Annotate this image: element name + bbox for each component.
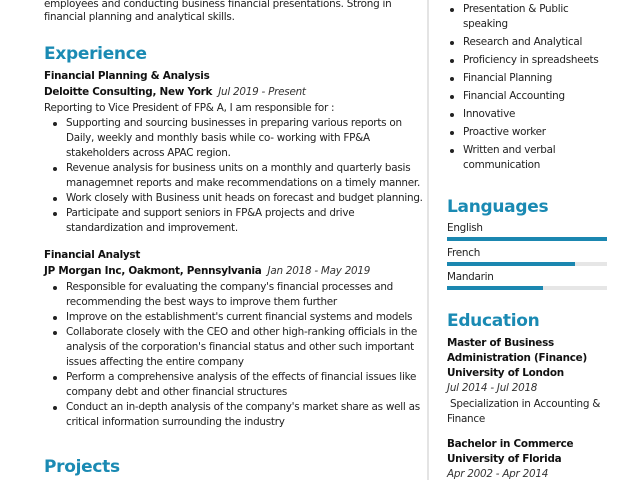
column-divider: [427, 0, 429, 480]
bullet-line: managemnet reports and make recommendations on a timely manner.: [66, 177, 421, 189]
job-company: Deloitte Consulting, New York: [44, 86, 213, 98]
bullet-line: Collaborate closely with the CEO and other high-ranking officials in the: [66, 326, 418, 338]
language-level-fill: [447, 237, 607, 241]
skill-line: Written and verbal: [463, 144, 556, 156]
skill-item: [445, 125, 546, 140]
education-school: University of London: [447, 367, 564, 379]
skill-line: communication: [463, 159, 541, 171]
bullet-line: Work closely with Business unit heads on forecast and budget planning.: [66, 192, 423, 204]
education-degree: Administration (Finance): [447, 352, 587, 364]
education-dates: Jul 2014 - Jul 2018: [447, 382, 538, 394]
bullet-line: recommending the best ways to improve them further: [66, 296, 337, 308]
language-name: French: [447, 246, 481, 259]
bullet-line: Perform a comprehensive analysis of the effects of financial issues like: [66, 371, 417, 383]
skill-line: Financial Planning: [463, 72, 553, 84]
bullet-line: standardization and improvement.: [66, 222, 238, 234]
summary-line: employees and conducting business financial presentations. Strong in: [44, 0, 392, 10]
language-level-fill: [447, 286, 543, 290]
bullet-line: Improve on the establishment's current financial systems and models: [66, 311, 413, 323]
education-degree: Master of Business: [447, 337, 554, 349]
education-note: Specialization in Accounting &: [447, 398, 601, 410]
education-note: Finance: [447, 413, 486, 425]
bullet-line: Revenue analysis for business units on a monthly and quarterly basis: [66, 162, 411, 174]
skill-line: Proactive worker: [463, 126, 546, 138]
summary-line: financial planning and analytical skills.: [44, 11, 235, 23]
skill-line: Research and Analytical: [463, 36, 583, 48]
education-heading: Education: [447, 311, 540, 331]
job-bullet: [48, 206, 354, 236]
bullet-line: Responsible for evaluating the company's financial processes and: [66, 281, 394, 293]
skill-item: [445, 53, 598, 68]
experience-heading: Experience: [44, 44, 147, 64]
education-dates: Apr 2002 - Apr 2014: [447, 468, 549, 480]
job-bullet: [48, 400, 420, 430]
language-level-bar: [447, 237, 607, 241]
job-dates: Jan 2018 - May 2019: [267, 265, 371, 277]
bullet-line: Daily, weekly and monthly basis while co- working with FP&A: [66, 132, 370, 144]
projects-heading: Projects: [44, 457, 120, 477]
skill-item: [445, 89, 565, 104]
bullet-line: Participate and support seniors in FP&A projects and drive: [66, 207, 355, 219]
skill-item: [445, 35, 582, 50]
skill-line: Innovative: [463, 108, 516, 120]
skill-item: [445, 143, 555, 173]
skill-item: [445, 2, 568, 32]
language-name: English: [447, 222, 483, 234]
skill-line: Financial Accounting: [463, 90, 565, 102]
bullet-line: Supporting and sourcing businesses in preparing various reports on: [66, 117, 402, 129]
education-degree: Bachelor in Commerce: [447, 438, 574, 450]
job-company: JP Morgan Inc, Oakmont, Pennsylvania: [44, 265, 262, 277]
language-level-bar: [447, 286, 607, 290]
job-bullet: [48, 116, 402, 161]
language-level-bar: [447, 262, 607, 266]
skill-line: speaking: [463, 18, 508, 30]
job-company-row: [44, 264, 370, 279]
job-intro: Reporting to Vice President of FP& A, I am responsible for :: [44, 102, 335, 114]
bullet-line: critical information surrounding the industry: [66, 416, 285, 428]
skill-line: Presentation & Public: [463, 3, 569, 15]
job-bullet: [48, 370, 416, 400]
bullet-line: company debt and other financial structures: [66, 386, 288, 398]
job-title: Financial Planning & Analysis: [44, 70, 210, 82]
bullet-line: issues affecting the entire company: [66, 356, 244, 368]
education-school: University of Florida: [447, 453, 562, 465]
job-bullet: [48, 280, 393, 310]
language-name: Mandarin: [447, 271, 494, 283]
language-level-fill: [447, 262, 575, 266]
job-company-row: [44, 85, 306, 100]
job-bullet: [48, 310, 412, 325]
skill-line: Proficiency in spreadsheets: [463, 54, 599, 66]
job-bullet: [48, 325, 417, 370]
skill-item: [445, 71, 552, 86]
job-title: Financial Analyst: [44, 249, 141, 261]
bullet-line: analysis of the corporation's financial status and other such important: [66, 341, 414, 353]
job-dates: Jul 2019 - Present: [218, 86, 306, 98]
skill-item: [445, 107, 515, 122]
job-bullet: [48, 191, 423, 206]
languages-heading: Languages: [447, 197, 549, 217]
job-bullet: [48, 161, 420, 191]
bullet-line: stakeholders across APAC region.: [66, 147, 231, 159]
bullet-line: Conduct an in-depth analysis of the company's market share as well as: [66, 401, 420, 413]
